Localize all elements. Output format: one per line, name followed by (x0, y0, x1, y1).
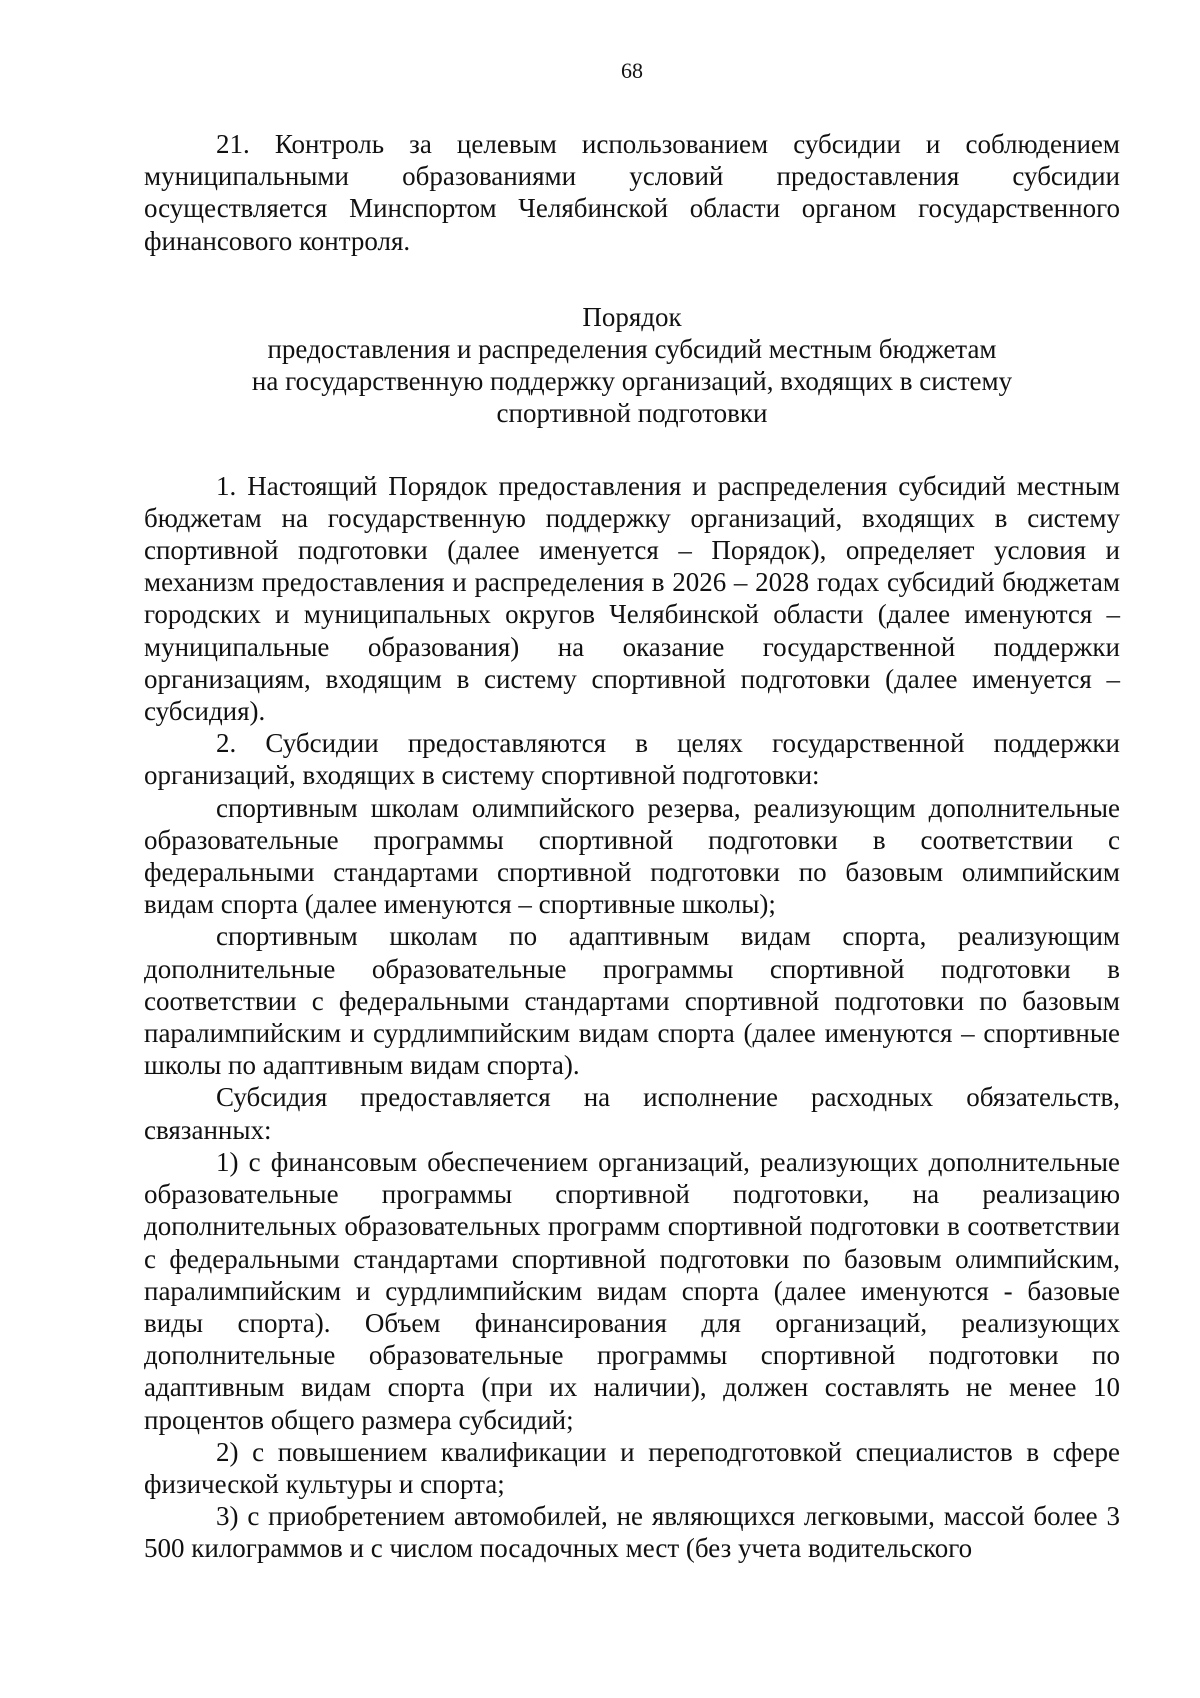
list-item-3: 3) с приобретением автомобилей, не являющихся легковыми, массой более 3 500 килограммов и с числом посадочных мест (без учета водительского (144, 1501, 1120, 1564)
list-item-1: 1) с финансовым обеспечением организаций, реализующих дополнительные образовательные программы спортивной подготовки, на реализацию дополнительных образовательных программ спортивной подготовки в соответствии с федеральными стандартами спортивной подготовки по базовым олимпийским, паралимпийским и сурдлимпийским видам спорта (далее именуются - базовые виды спорта). Объем финансирования для организаций, реализующих дополнительные образовательные программы спортивной подготовки по адаптивным видам спорта (при их наличии), должен составлять не менее 10 процентов общего размера субсидий; (144, 1146, 1120, 1435)
page-number: 68 (621, 58, 643, 83)
intro-paragraph: 21. Контроль за целевым использованием субсидии и соблюдением муниципальными образованиями условий предоставления субсидии осуществляется Минспортом Челябинской области органом государственного финансового контроля. (144, 129, 1120, 256)
paragraph-1: 1. Настоящий Порядок предоставления и распределения субсидий местным бюджетам на государственную поддержку организаций, входящих в систему спортивной подготовки (далее именуется – Порядок), определяет условия и механизм предоставления и распределения в 2026 – 2028 годах субсидий бюджетам городских и муниципальных округов Челябинской области (далее именуются – муниципальные образования) на оказание государственной поддержки организациям, входящим в систему спортивной подготовки (далее именуется – субсидия). (144, 470, 1120, 727)
title-line-2: предоставления и распределения субсидий местным бюджетам (267, 334, 997, 365)
title-line-4: спортивной подготовки (496, 398, 768, 429)
paragraph-subsidy-purpose: Субсидия предоставляется на исполнение расходных обязательств, связанных: (144, 1082, 1120, 1145)
document-body (144, 128, 1120, 1565)
list-item-2: 2) с повышением квалификации и переподготовкой специалистов в сфере физической культуры и спорта; (144, 1436, 1120, 1499)
title-line-3: на государственную поддержку организаций, входящих в систему (251, 366, 1013, 397)
paragraph-sport-schools: спортивным школам олимпийского резерва, реализующим дополнительные образовательные программы спортивной подготовки в соответствии с федеральными стандартами спортивной подготовки по базовым олимпийским видам спорта (далее именуются – спортивные школы); (144, 792, 1120, 920)
title-line-1: Порядок (582, 301, 682, 332)
paragraph-2: 2. Субсидии предоставляются в целях государственной поддержки организаций, входящих в систему спортивной подготовки: (144, 728, 1120, 791)
section-title (144, 301, 1120, 430)
paragraph-adaptive-schools: спортивным школам по адаптивным видам спорта, реализующим дополнительные образовательные программы спортивной подготовки в соответствии с федеральными стандартами спортивной подготовки по базовым паралимпийским и сурдлимпийским видам спорта (далее именуются – спортивные школы по адаптивным видам спорта). (144, 921, 1120, 1081)
